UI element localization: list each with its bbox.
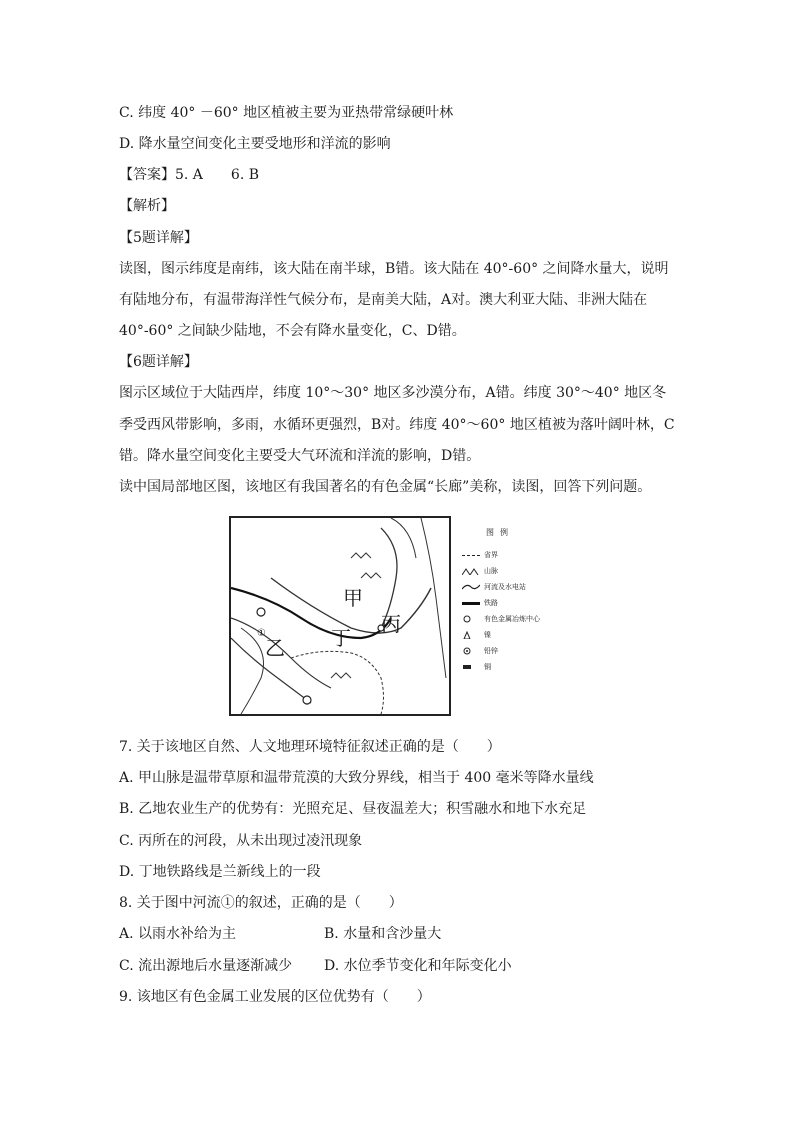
question-9: 9. 该地区有色金属工业发展的区位优势有（ ） — [119, 989, 431, 1005]
legend-label: 有色金属冶炼中心 — [484, 615, 540, 623]
river-icon — [462, 583, 480, 591]
text-line: 错。降水量空间变化主要受大气环流和洋流的影响，D错。 — [119, 448, 481, 464]
section-heading: 【6题详解】 — [119, 354, 198, 370]
text-line: 40°-60° 之间缺少陆地，不会有降水量变化，C、D错。 — [119, 323, 466, 339]
option-8c: C. 流出源地后水量逐渐减少 — [119, 958, 293, 974]
map-drawing — [231, 518, 449, 714]
map-label-bing: 丙 — [381, 612, 401, 636]
legend-label: 省界 — [484, 551, 498, 559]
option-8b: B. 水量和含沙量大 — [324, 926, 442, 942]
legend-item-nickel — [462, 630, 491, 640]
text-line: 有陆地分布，有温带海洋性气候分布，是南美大陆，A对。澳大利亚大陆、非洲大陆在 — [119, 292, 648, 308]
legend-label: 铁路 — [484, 599, 498, 607]
answer-line: 【答案】5. A 6. B — [119, 167, 260, 183]
text-line: 图示区域位于大陆西岸，纬度 10°～30° 地区多沙漠分布，A错。纬度 30°～40° 地区冬 — [119, 385, 667, 401]
legend-label: 铜 — [484, 663, 491, 671]
section-heading: 【5题详解】 — [119, 230, 198, 246]
legend-label: 镍 — [484, 631, 491, 639]
map-label-jia: 甲 — [343, 586, 363, 610]
legend-item-lead-zinc — [462, 646, 498, 656]
text-line: 读图，图示纬度是南纬，该大陆在南半球，B错。该大陆在 40°-60° 之间降水量大，说明 — [119, 261, 669, 277]
option-7c: C. 丙所在的河段，从未出现过凌汛现象 — [119, 833, 363, 849]
bar-icon — [462, 663, 480, 671]
circled-dot-icon — [462, 647, 480, 655]
option-7d: D. 丁地铁路线是兰新线上的一段 — [119, 864, 321, 880]
option-8a: A. 以雨水补给为主 — [119, 926, 237, 942]
mountain-icon — [462, 567, 480, 575]
legend-label: 河流及水电站 — [484, 583, 526, 591]
legend-item-railway — [462, 598, 498, 608]
legend-item-copper — [462, 662, 491, 672]
legend-item-mountain — [462, 566, 498, 576]
map-label-ding: 丁 — [331, 626, 351, 650]
map-legend — [456, 516, 596, 716]
text-line: D. 降水量空间变化主要受地形和洋流的影响 — [119, 136, 391, 152]
legend-item-smelter — [462, 614, 540, 624]
triangle-icon — [462, 631, 480, 639]
question-8: 8. 关于图中河流①的叙述，正确的是（ ） — [119, 895, 403, 911]
legend-title: 图例 — [486, 528, 514, 537]
legend-item-river — [462, 582, 526, 592]
section-heading: 【解析】 — [119, 198, 175, 214]
text-line: 季受西风带影响，多雨，水循环更强烈，B对。纬度 40°～60° 地区植被为落叶阔叶林，C — [119, 417, 675, 433]
option-7a: A. 甲山脉是温带草原和温带荒漠的大致分界线，相当于 400 毫米等降水量线 — [119, 770, 594, 786]
legend-item-boundary — [462, 550, 498, 560]
option-7b: B. 乙地农业生产的优势有：光照充足、昼夜温差大；积雪融水和地下水充足 — [119, 801, 587, 817]
text-line: 读中国局部地区图，该地区有我国著名的有色金属“长廊”美称，读图，回答下列问题。 — [119, 479, 652, 495]
text-line: C. 纬度 40° －60° 地区植被主要为亚热带常绿硬叶林 — [119, 105, 454, 121]
circle-icon — [462, 615, 480, 623]
railway-icon — [462, 602, 480, 605]
legend-label: 铅锌 — [484, 647, 498, 655]
legend-label: 山脉 — [484, 567, 498, 575]
option-8d: D. 水位季节变化和年际变化小 — [324, 958, 512, 974]
map-label-river-1: ① — [257, 628, 266, 639]
question-7: 7. 关于该地区自然、人文地理环境特征叙述正确的是（ ） — [119, 739, 501, 755]
map-label-yi: 乙 — [265, 636, 285, 660]
boundary-icon — [462, 555, 480, 556]
region-map — [229, 516, 451, 716]
